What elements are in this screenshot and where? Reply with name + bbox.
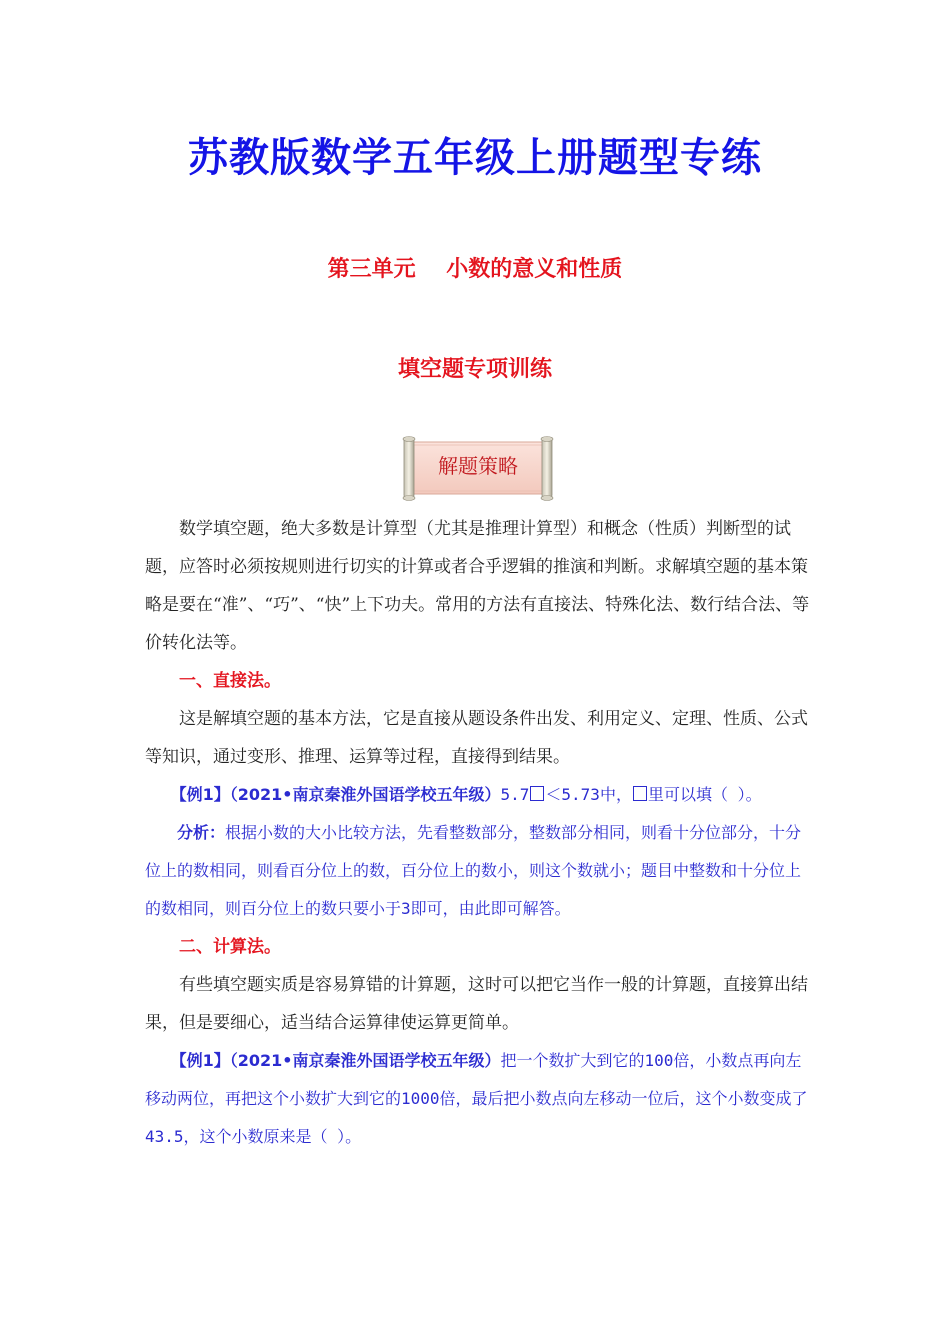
example-text: 把一个数扩大到它的100倍，小数点再向左移动两位，再把这个小数扩大到它的1000倍，最后把小数点向左移动一位后，这个小数变成了43.5，这个小数原来是（ ）。 bbox=[145, 1051, 808, 1146]
blank-box-icon bbox=[633, 786, 647, 801]
section-heading-direct: 一、直接法。 bbox=[179, 671, 281, 691]
analysis-tag: 分析： bbox=[177, 823, 226, 842]
example-calc bbox=[145, 1042, 815, 1156]
example-text-part2: ＜5.73中， bbox=[545, 785, 632, 804]
banner-label: 解题策略 bbox=[438, 454, 518, 478]
example-text-part1: 5.7 bbox=[500, 785, 530, 804]
blank-box-icon bbox=[530, 786, 544, 801]
intro-paragraph: 数学填空题，绝大多数是计算型（尤其是推理计算型）和概念（性质）判断型的试题，应答时必须按规则进行切实的计算或者合乎逻辑的推演和判断。求解填空题的基本策略是要在“准”、“巧”、“快”上下功夫。常用的方法有直接法、特殊化法、数行结合法、等价转化法等。 bbox=[145, 519, 810, 653]
example-tag: 【例1】（2021•南京秦淮外国语学校五年级） bbox=[170, 1051, 501, 1070]
document-body bbox=[145, 510, 815, 1156]
document-title: 苏教版数学五年级上册题型专练 bbox=[188, 134, 762, 181]
section-heading-calc: 二、计算法。 bbox=[179, 937, 281, 957]
analysis-text: 根据小数的大小比较方法，先看整数部分，整数部分相同，则看十分位部分，十分位上的数相同，则看百分位上的数，百分位上的数小，则这个数就小；题目中整数和十分位上的数相同，则百分位上的数只要小于3即可，由此即可解答。 bbox=[145, 823, 802, 918]
analysis-direct bbox=[145, 814, 815, 928]
example-direct bbox=[145, 776, 815, 814]
example-tag: 【例1】（2021•南京秦淮外国语学校五年级） bbox=[170, 785, 501, 804]
scroll-banner bbox=[398, 436, 558, 502]
unit-title: 第三单元 小数的意义和性质 bbox=[327, 257, 623, 282]
section-subtitle: 填空题专项训练 bbox=[397, 357, 552, 382]
section-desc-calc: 有些填空题实质是容易算错的计算题，这时可以把它当作一般的计算题，直接算出结果，但是要细心，适当结合运算律使运算更简单。 bbox=[145, 975, 808, 1033]
example-text-part3: 里可以填（ ）。 bbox=[647, 785, 762, 804]
section-desc-direct: 这是解填空题的基本方法，它是直接从题设条件出发、利用定义、定理、性质、公式等知识，通过变形、推理、运算等过程，直接得到结果。 bbox=[145, 709, 808, 767]
